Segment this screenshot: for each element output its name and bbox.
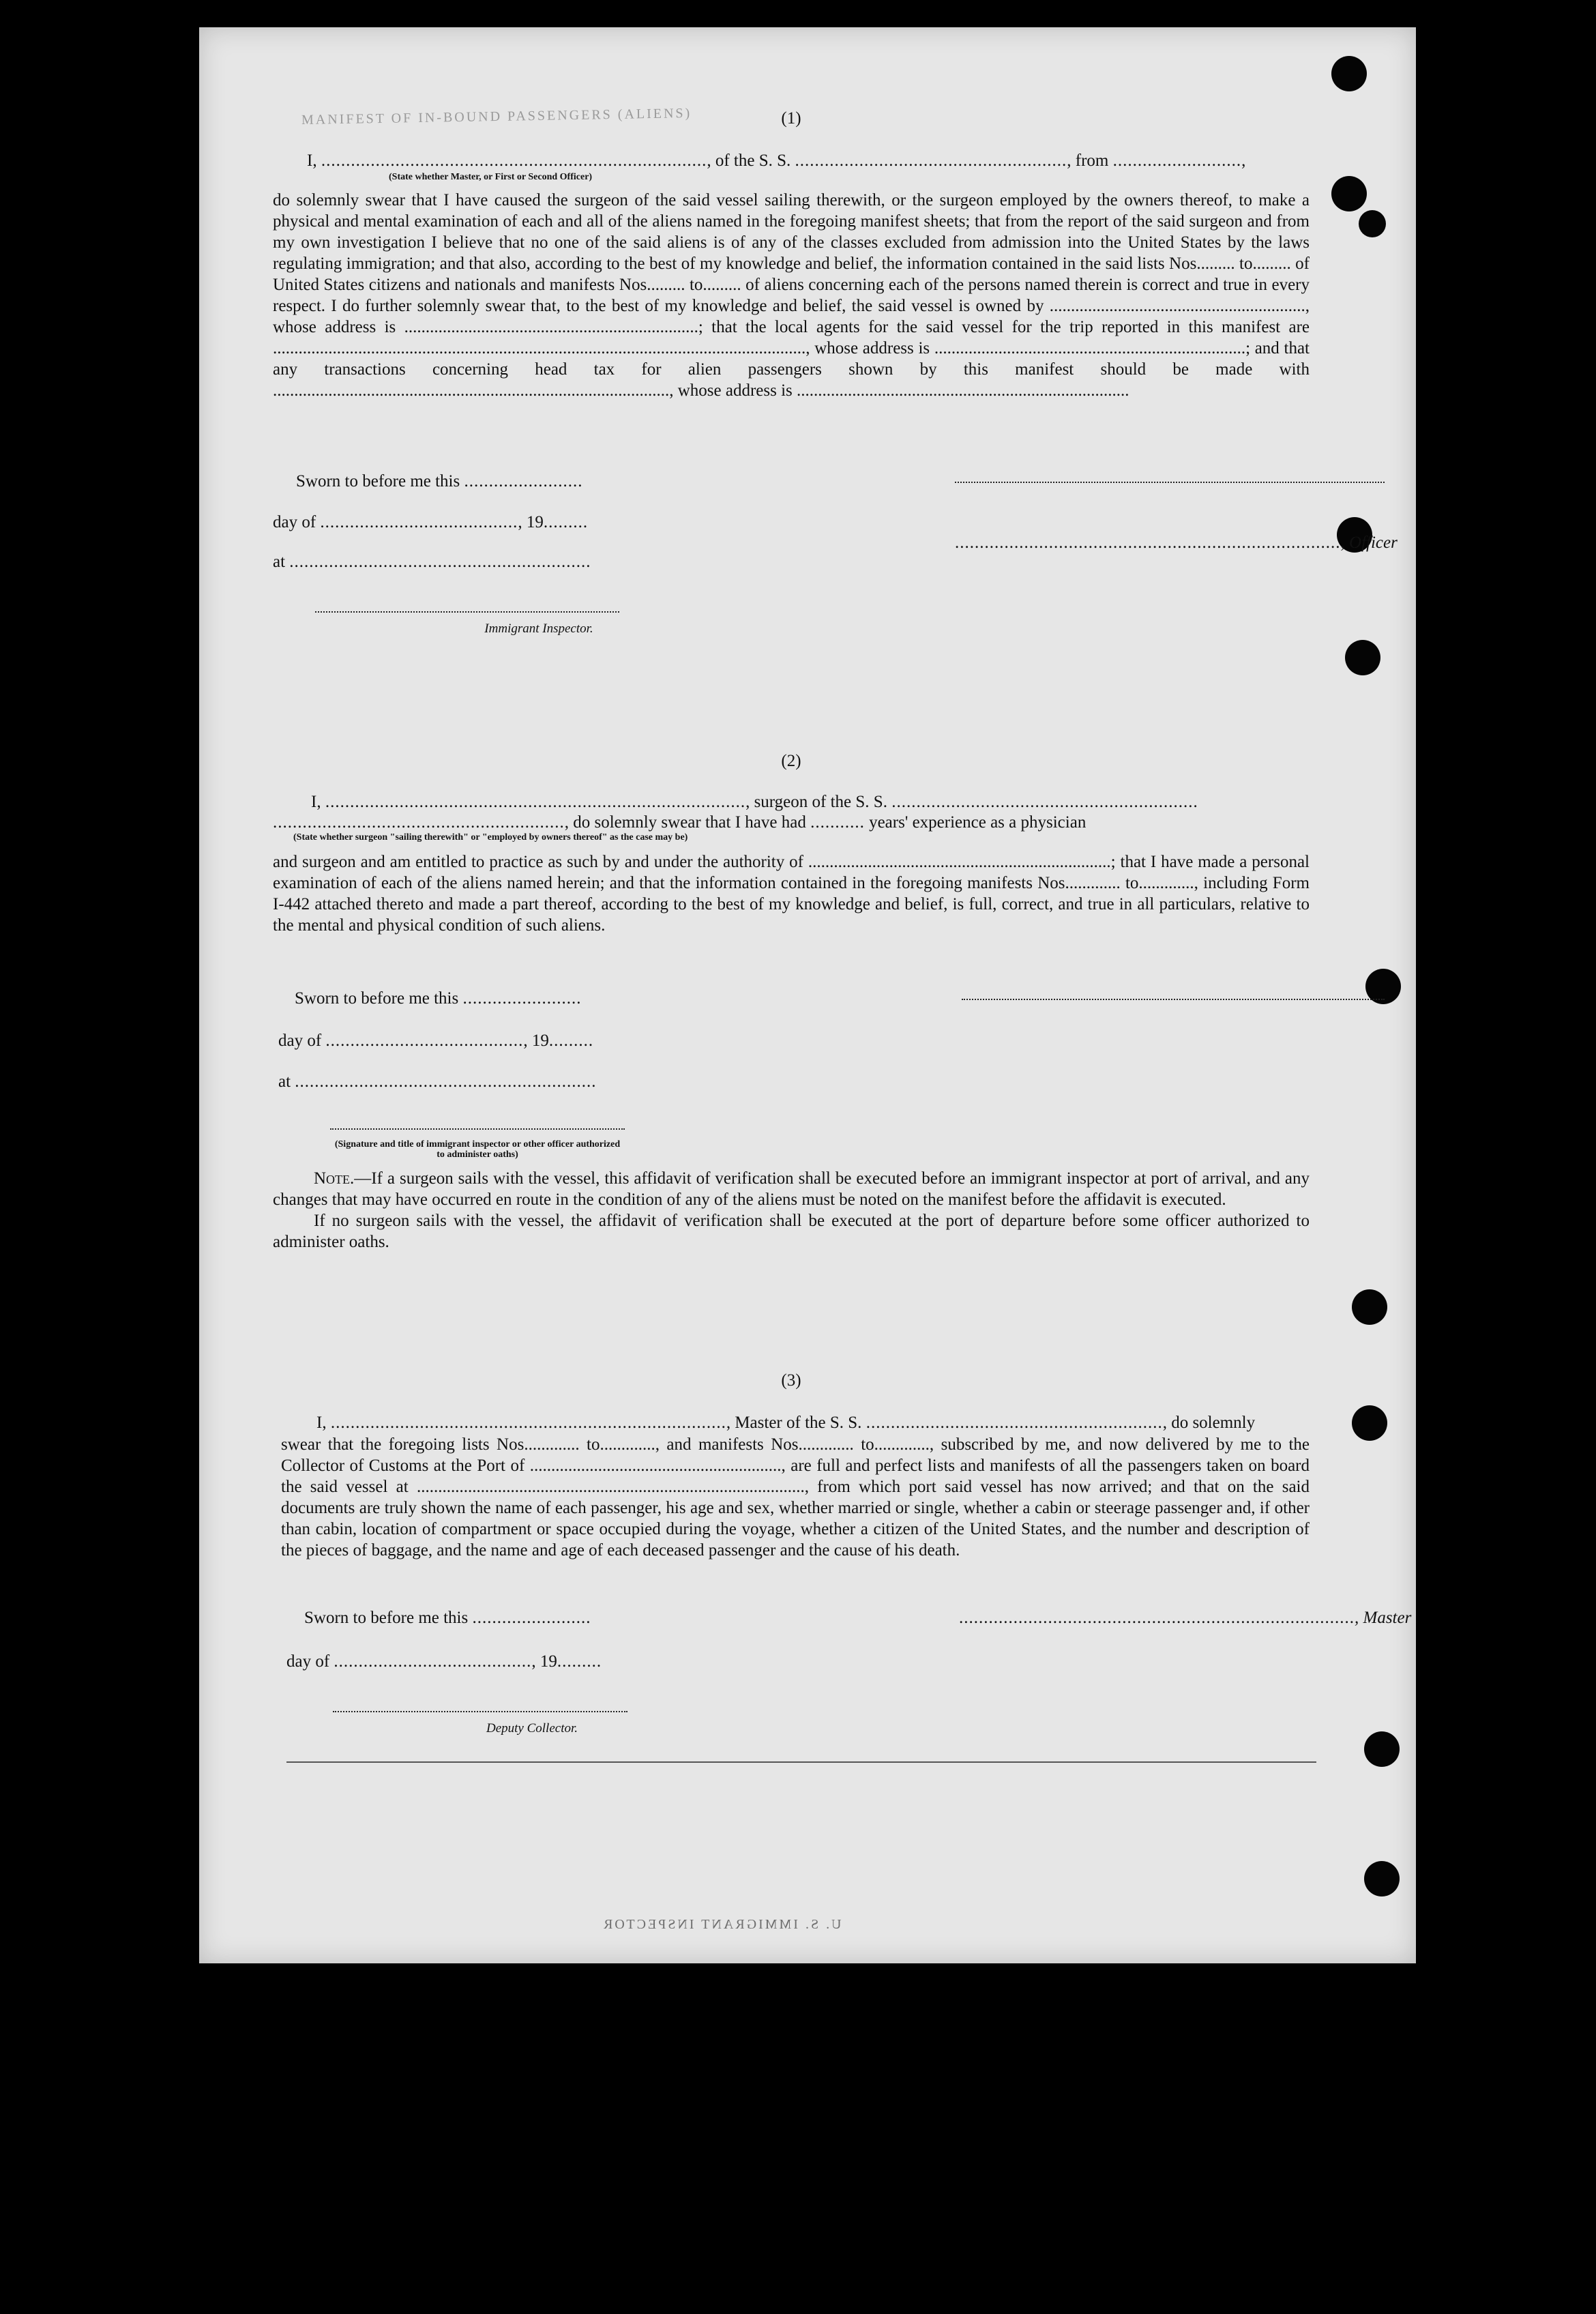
at-label: at (278, 1072, 295, 1091)
label-i: I, (316, 1414, 331, 1432)
sworn-label: Sworn to before me this (304, 1609, 473, 1627)
day-of-label: day of (286, 1652, 334, 1671)
label-master-of: , Master of the S. S. (726, 1414, 866, 1432)
immigrant-inspector-caption: Immigrant Inspector. (484, 621, 593, 636)
master-vessel-field[interactable]: ............................................................ (866, 1414, 1163, 1432)
section-3-sworn-line (304, 1607, 591, 1628)
note-label: Note. (314, 1169, 355, 1188)
section-1-at-line (273, 551, 591, 572)
label-i: I, (311, 793, 325, 811)
section-2-oath-text: and surgeon and am entitled to practice as such by and under the authority of .......................................................................; that I have made a personal examination of each of the aliens named herein; and that the information contained in the foregoing manifests Nos............. to............., including Form I-442 attached thereto and made a part thereof, according to the best of my knowledge and belief, is full, correct, and true in all particulars, relative to the mental and physical condition of such aliens. (273, 853, 1310, 935)
section-2-sworn-line (295, 988, 581, 1009)
section-3-oath-text: swear that the foregoing lists Nos............. to............., and manifests Nos............. to............., subscribed by me, and now delivered by me to the Collector of Customs at the Port of ..........................................................., are full and perfect lists and manifests of all the passengers taken on board the said vessel at ..........................................................................................., from which port said vessel has now arrived; and that on the said documents are truly shown the name of each passenger, his age and sex, whether married or single, whether a cabin or steerage passenger and, if other than cabin, location of compartment or space occupied during the voyage, whether a citizen of the United States, and the number and description of the pieces of baggage, and the name and age of each deceased passenger and the cause of his death. (281, 1435, 1310, 1559)
section-2-at-line (278, 1071, 597, 1092)
label-i: I, (307, 151, 321, 170)
punch-hole (1331, 56, 1367, 91)
note-text-2: If no surgeon sails with the vessel, the affidavit of verification shall be executed at the port of departure before some officer authorized to administer oaths. (273, 1212, 1310, 1251)
note-text-1: —If a surgeon sails with the vessel, this affidavit of verification shall be executed before an immigrant inspector at port of arrival, and any changes that may have occurred en route in the condition of any of the aliens must be noted on the manifest before the affidavit is executed. (273, 1169, 1310, 1209)
master-name-field[interactable]: ................................................................................ (330, 1414, 726, 1432)
surgeon-vessel-field[interactable]: .............................................................. (891, 793, 1198, 811)
section-3-master-line (316, 1412, 1255, 1433)
master-label: , Master (1355, 1609, 1412, 1627)
month-field[interactable]: ........................................ (325, 1031, 524, 1050)
at-place-field[interactable]: ............................................................. (295, 1072, 597, 1091)
punch-hole (1345, 640, 1380, 675)
year-label: , 19 (518, 513, 544, 531)
officer-label: , Officer (1340, 533, 1398, 552)
punch-hole (1364, 1861, 1400, 1896)
section-2-note-paragraph (273, 1168, 1310, 1253)
inspector-signature-line[interactable] (315, 611, 619, 613)
master-signature-field[interactable]: ................................................................................ (959, 1609, 1355, 1627)
officer-title-field[interactable]: .............................................................................. (955, 533, 1341, 552)
section-1-officer-line (955, 532, 1398, 553)
bottom-rule (286, 1761, 1316, 1763)
sworn-day-field[interactable]: ........................ (464, 472, 583, 490)
label-years-experience: years' experience as a physician (864, 813, 1087, 832)
year-field[interactable]: ......... (548, 1031, 594, 1050)
faint-header-stamp: MANIFEST OF IN-BOUND PASSENGERS (ALIENS) (301, 106, 692, 128)
section-1-officer-note: (State whether Master, or First or Second Officer) (389, 172, 593, 182)
section-1-sworn-line (296, 471, 582, 492)
sworn-day-field[interactable]: ........................ (472, 1609, 591, 1627)
section-2-surgeon-note: (State whether surgeon "sailing therewith" or "employed by owners thereof" as the case may be) (293, 832, 688, 843)
sworn-label: Sworn to before me this (295, 989, 463, 1008)
officer-name-field[interactable]: .............................................................................. (321, 151, 707, 170)
year-label: , 19 (523, 1031, 549, 1050)
faint-bottom-stamp: U. S. IMMIGRANT INSPECTOR (602, 1917, 842, 1932)
section-2-experience-line (273, 812, 1086, 833)
vessel-name-field[interactable]: ....................................................... (795, 151, 1067, 170)
punch-hole (1359, 210, 1386, 237)
section-1-day-line (273, 512, 588, 533)
section-2-day-line (278, 1030, 593, 1051)
section-2-oath-paragraph (273, 851, 1310, 936)
month-field[interactable]: ........................................ (320, 513, 518, 531)
section-3-day-line (286, 1651, 602, 1672)
officer-signature-line[interactable] (955, 482, 1385, 483)
section-1-oath-paragraph (273, 190, 1310, 401)
surgeon-signature-line[interactable] (962, 999, 1385, 1000)
sworn-label: Sworn to before me this (296, 472, 464, 490)
label-do-solemnly: , do solemnly (1162, 1414, 1256, 1432)
section-2-surgeon-line (311, 791, 1198, 812)
section-3-oath-paragraph (281, 1434, 1310, 1561)
punch-hole (1352, 1405, 1387, 1441)
day-of-label: day of (273, 513, 321, 531)
day-of-label: day of (278, 1031, 326, 1050)
punch-hole (1364, 1731, 1400, 1767)
at-place-field[interactable]: ............................................................. (289, 553, 591, 571)
section-1-declarant-line (307, 150, 1246, 171)
year-field[interactable]: ......... (557, 1652, 602, 1671)
deputy-collector-caption: Deputy Collector. (486, 1721, 578, 1736)
section-1-oath-text: do solemnly swear that I have caused the surgeon of the said vessel sailing therewith, or the surgeon employed by the owners thereof, to make a physical and mental examination of each and all of the aliens named in the foregoing manifest sheets; that from the report of the said surgeon and from my own investigation I believe that no one of the said aliens is of any of the classes excluded from admission into the United States by the laws regulating immigration; and that also, according to the best of my knowledge and belief, the information contained in the said lists Nos......... to......... of United States citizens and nationals and manifests Nos......... to......... of aliens concerning each of the persons named therein is correct and true in every respect. I do further solemnly swear that, to the best of my knowledge and belief, the said vessel is owned by ............................................................, whose address is .....................................................................; that the local agents for the said vessel for the trip reported in this manifest are ............................................................................................................................., whose address is .........................................................................; and that any transactions concerning head tax for alien passengers shown by this manifest should be made with ............................................................................................., whose address is .............................................................................. (273, 191, 1310, 400)
section-1-number: (1) (781, 109, 801, 128)
year-field[interactable]: ......... (543, 513, 589, 531)
label-from: , from (1067, 151, 1113, 170)
deputy-collector-signature-line[interactable] (333, 1711, 627, 1712)
year-label: , 19 (531, 1652, 557, 1671)
authorized-officer-signature-line[interactable] (330, 1128, 625, 1130)
section-2-number: (2) (781, 752, 801, 770)
surgeon-name-field[interactable]: ..................................................................................... (325, 793, 746, 811)
month-field[interactable]: ........................................ (334, 1652, 532, 1671)
label-of-ss: , of the S. S. (707, 151, 795, 170)
label-solemnly-swear: , do solemnly swear that I have had (564, 813, 811, 832)
form-page (199, 27, 1416, 1963)
authorized-officer-caption: (Signature and title of immigrant inspector or other officer authorized to administer oaths) (334, 1139, 621, 1160)
section-3-master-signature (959, 1607, 1411, 1628)
surgeon-status-field[interactable]: ........................................................... (273, 813, 565, 832)
sworn-day-field[interactable]: ........................ (462, 989, 582, 1008)
years-experience-field[interactable]: ........... (810, 813, 865, 832)
port-from-field[interactable]: .........................., (1112, 151, 1247, 170)
label-surgeon-of: , surgeon of the S. S. (745, 793, 892, 811)
punch-hole (1331, 176, 1367, 211)
punch-hole (1352, 1289, 1387, 1325)
section-3-number: (3) (781, 1371, 801, 1390)
at-label: at (273, 553, 290, 571)
